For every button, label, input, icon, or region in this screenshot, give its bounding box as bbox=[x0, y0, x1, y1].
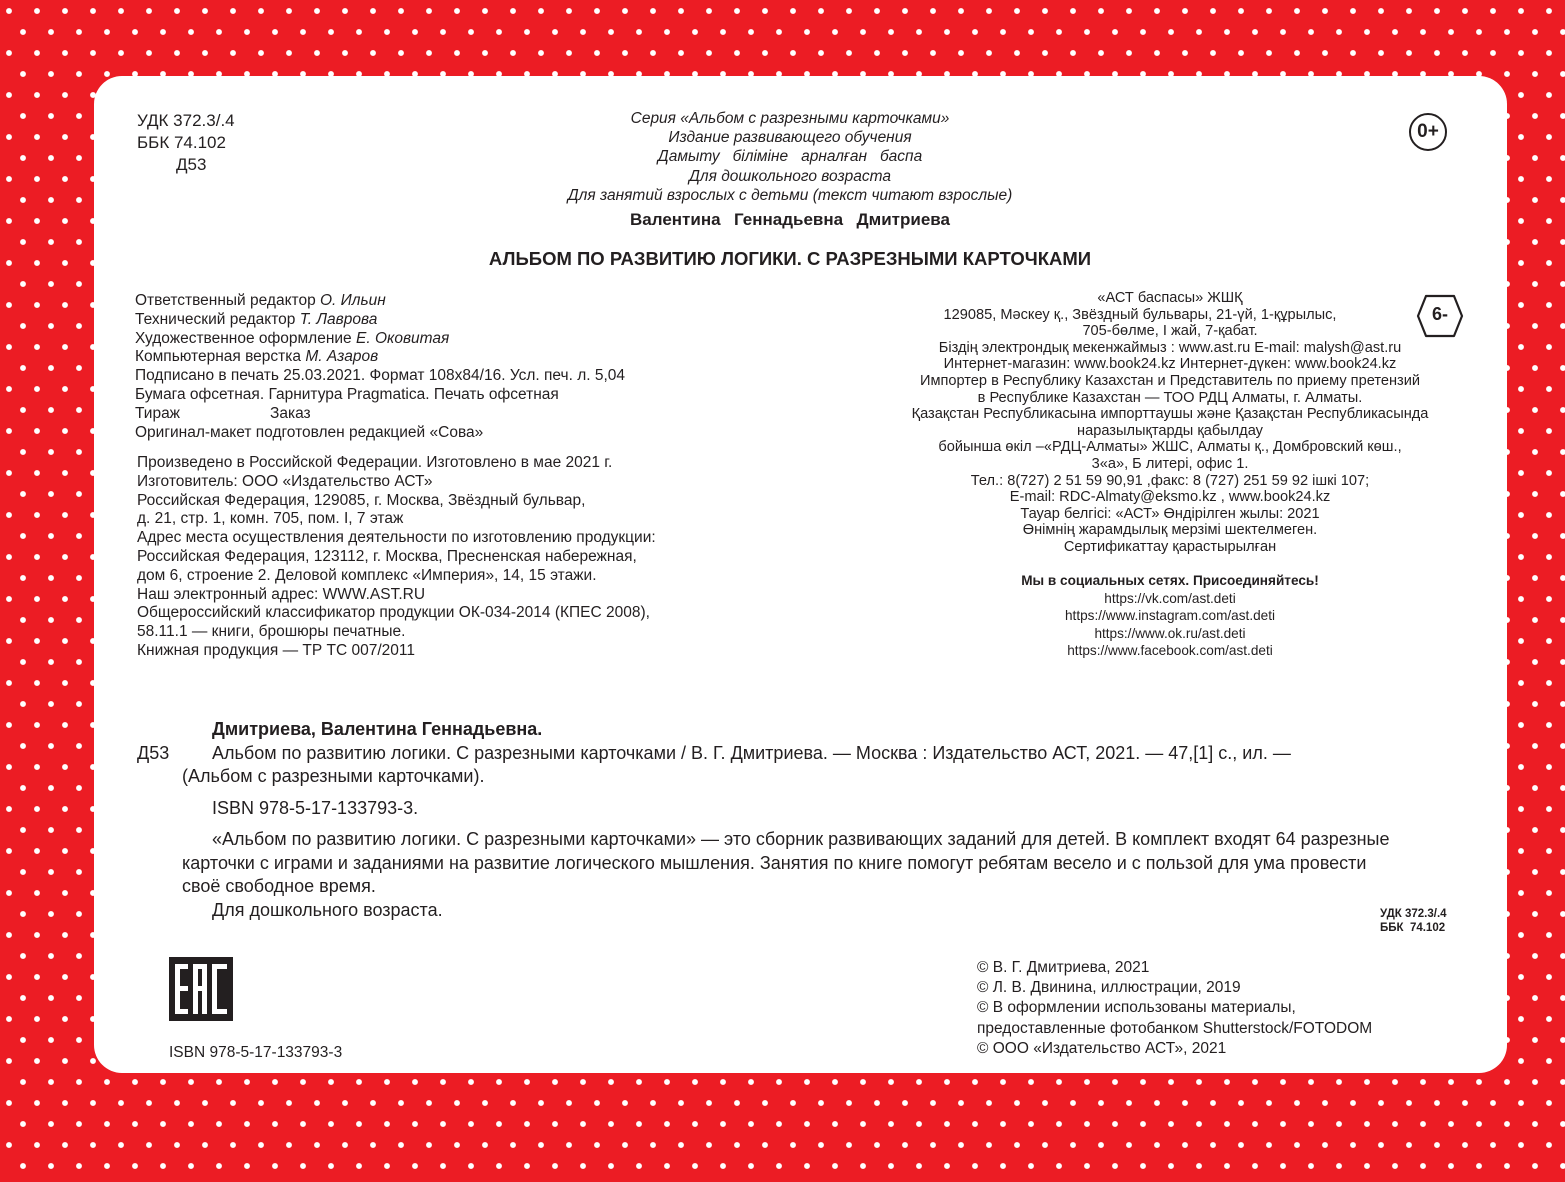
udk: УДК 372.3/.4 bbox=[137, 111, 235, 130]
catalog-code: Д53 bbox=[137, 742, 170, 763]
kz-line: Сертификаттау қарастырылған bbox=[1063, 538, 1277, 555]
edition-type-kz: Дамыту біліміне арналған баспа bbox=[657, 148, 923, 166]
eac-mark-icon bbox=[169, 957, 233, 1021]
manufacturer-line: Наш электронный адрес: WWW.AST.RU bbox=[137, 585, 426, 603]
catalog-card bbox=[137, 718, 1477, 922]
kz-line: E-mail: RDC-Almaty@eksmo.kz , www.book24.kz bbox=[1009, 489, 1331, 506]
original-maket: Оригинал-макет подготовлен редакцией «Сова» bbox=[135, 423, 484, 441]
kz-line: 705-бөлме, I жай, 7-қабат. bbox=[1082, 323, 1258, 340]
kz-line: Импортер в Республику Казахстан и Представитель по приему претензий bbox=[919, 372, 1421, 389]
social-heading: Мы в социальных сетях. Присоединяйтесь! bbox=[1021, 573, 1319, 588]
book-title: АЛЬБОМ ПО РАЗВИТИЮ ЛОГИКИ. С РАЗРЕЗНЫМИ КАРТОЧКАМИ bbox=[488, 248, 1092, 269]
social-link-ok[interactable]: https://www.ok.ru/ast.deti bbox=[1094, 625, 1246, 641]
manufacturer-line: Адрес места осуществления деятельности по изготовлению продукции: bbox=[137, 529, 656, 547]
catalog-author: Дмитриева, Валентина Геннадьевна. bbox=[212, 719, 543, 739]
kz-line: Интернет-магазин: www.book24.kz Интернет-дүкен: www.book24.kz bbox=[943, 356, 1397, 373]
series-line: Серия «Альбом с разрезными карточками» bbox=[630, 110, 950, 127]
small-udk: УДК 372.3/.4 bbox=[1380, 908, 1447, 920]
annotation-line: своё свободное время. bbox=[182, 876, 376, 896]
manufacturer-line: Изготовитель: ООО «Издательство АСТ» bbox=[137, 472, 433, 490]
kz-line: наразылықтарды қабылдау bbox=[1077, 422, 1263, 439]
copyright-block bbox=[977, 958, 1372, 1059]
manufacturer-line: 58.11.1 — книги, брошюры печатные. bbox=[137, 623, 406, 641]
manufacturer-line: д. 21, стр. 1, комн. 705, пом. I, 7 этаж bbox=[137, 510, 404, 528]
annotation-age: Для дошкольного возраста. bbox=[212, 899, 443, 920]
classification-block bbox=[137, 110, 235, 176]
usage-note: Для занятий взрослых с детьми (текст читают взрослые) bbox=[567, 186, 1013, 204]
kz-line: Біздің электрондық мекенжаймыз : www.ast.ru E-mail: malysh@ast.ru bbox=[938, 339, 1402, 356]
kz-line: бойынша өкіл –«РДЦ-Алматы» ЖШС, Алматы қ., Домбровский көш., bbox=[938, 439, 1402, 456]
manufacturer-line: Книжная продукция — ТР ТС 007/2011 bbox=[137, 641, 415, 659]
copyright-line: © Л. В. Двинина, иллюстрации, 2019 bbox=[977, 979, 1241, 997]
eac-logo bbox=[169, 957, 233, 1026]
credits-block bbox=[135, 292, 625, 442]
catalog-entry: Альбом по развитию логики. С разрезными карточками / В. Г. Дмитриева. — Москва : Издательство АСТ, 2021. — 47,[1] с., ил. — bbox=[212, 742, 1291, 763]
author-code: Д53 bbox=[176, 155, 207, 174]
age-group: Для дошкольного возраста bbox=[688, 167, 892, 185]
kazakhstan-info bbox=[870, 290, 1470, 556]
small-bbk: ББК 74.102 bbox=[1380, 922, 1446, 934]
isbn-bottom: ISBN 978-5-17-133793-3 bbox=[169, 1044, 343, 1061]
credit: Ответственный редактор О. Ильин bbox=[135, 292, 386, 309]
kz-line: Қазақстан Республикасына импорттаушы және Қазақстан Республикасында bbox=[911, 406, 1429, 423]
age-rating-kz-text: 6- bbox=[1431, 304, 1448, 324]
manufacturer-line: Российская Федерация, 129085, г. Москва, Звёздный бульвар, bbox=[137, 491, 586, 509]
age-rating-badge: 0+ bbox=[1409, 113, 1447, 151]
tirazh-label: Тираж bbox=[135, 404, 181, 422]
social-link-facebook[interactable]: https://www.facebook.com/ast.deti bbox=[1067, 643, 1273, 659]
manufacturer-line: Российская Федерация, 123112, г. Москва, Пресненская набережная, bbox=[137, 547, 637, 565]
social-block bbox=[870, 572, 1470, 660]
catalog-entry-series: (Альбом с разрезными карточками). bbox=[182, 766, 485, 786]
copyright-line: © В оформлении использованы материалы, bbox=[977, 999, 1296, 1017]
series-header bbox=[490, 109, 1090, 205]
manufacturer-line: Произведено в Российской Федерации. Изготовлено в мае 2021 г. bbox=[137, 454, 613, 471]
print-info: Подписано в печать 25.03.2021. Формат 108x84/16. Усл. печ. л. 5,04 bbox=[135, 367, 626, 385]
kz-line: Тауар белгісі: «АСТ» Өндірілген жылы: 2021 bbox=[1020, 505, 1320, 522]
credit: Технический редактор Т. Лаврова bbox=[135, 310, 378, 328]
kz-line: 3«а», Б литері, офис 1. bbox=[1091, 455, 1249, 472]
edition-type: Издание развивающего обучения bbox=[668, 129, 912, 147]
annotation-line: карточки с играми и заданиями на развитие логического мышления. Занятия по книге помогут ребятам весело и с пользой для ума провести bbox=[182, 852, 1367, 873]
social-link-instagram[interactable]: https://www.instagram.com/ast.deti bbox=[1064, 608, 1276, 624]
copyright-line: © В. Г. Дмитриева, 2021 bbox=[977, 959, 1150, 976]
kz-line: «АСТ баспасы» ЖШҚ bbox=[1097, 290, 1243, 306]
copyright-line: предоставленные фотобанком Shutterstock/FOTODOM bbox=[977, 1019, 1373, 1037]
kz-line: Өнімнің жарамдылық мерзімі шектелмеген. bbox=[1022, 522, 1318, 539]
copyright-line: © ООО «Издательство АСТ», 2021 bbox=[977, 1039, 1227, 1057]
age-rating-kz-badge bbox=[1416, 294, 1464, 338]
kz-line: в Республике Казахстан — ТОО РДЦ Алматы, г. Алматы. bbox=[977, 389, 1363, 406]
catalog-isbn: ISBN 978-5-17-133793-3. bbox=[212, 797, 419, 818]
manufacturer-block bbox=[137, 454, 656, 661]
kz-line: 129085, Мәскеу қ., Звёздный бульвары, 21-үй, 1-құрылыс, bbox=[943, 306, 1337, 323]
zakaz-label: Заказ bbox=[270, 404, 311, 422]
manufacturer-line: дом 6, строение 2. Деловой комплекс «Империя», 14, 15 этажи. bbox=[137, 566, 597, 584]
annotation-line: «Альбом по развитию логики. С разрезными карточками» — это сборник развивающих заданий для детей. В комплект входят 64 разрезные bbox=[212, 829, 1390, 849]
manufacturer-line: Общероссийский классификатор продукции ОК-034-2014 (КПЕС 2008), bbox=[137, 604, 650, 622]
kz-line: Тел.: 8(727) 2 51 59 90,91 ,факс: 8 (727) 251 59 92 ішкі 107; bbox=[970, 472, 1370, 489]
small-classification bbox=[1380, 907, 1447, 935]
bbk: ББК 74.102 bbox=[137, 133, 226, 152]
credit: Компьютерная верстка М. Азаров bbox=[135, 348, 379, 366]
social-link-vk[interactable]: https://vk.com/ast.deti bbox=[1104, 590, 1236, 606]
author-name: Валентина Геннадьевна Дмитриева bbox=[630, 210, 950, 229]
credit: Художественное оформление Е. Оковитая bbox=[135, 329, 450, 347]
print-info: Бумага офсетная. Гарнитура Pragmatica. Печать офсетная bbox=[135, 385, 559, 403]
